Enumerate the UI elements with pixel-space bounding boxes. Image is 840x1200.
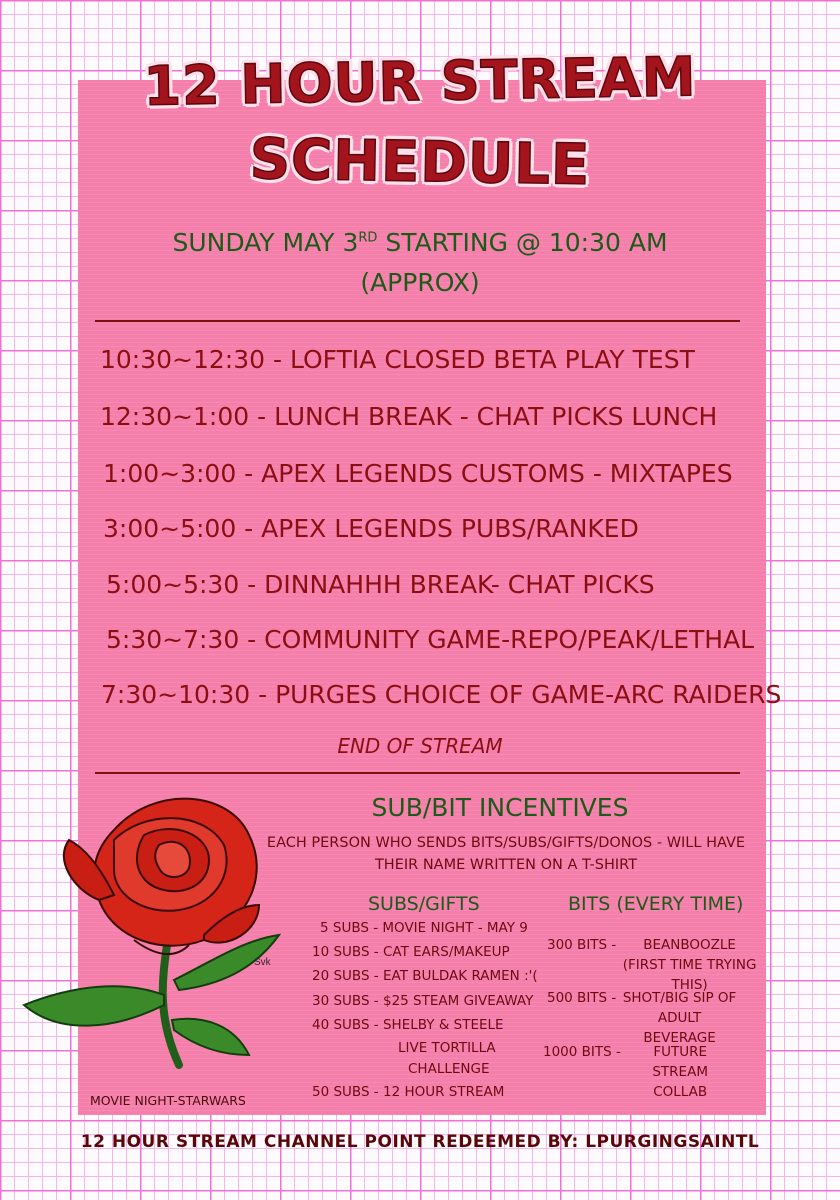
bit-count: 1000 BITS - <box>543 1044 621 1060</box>
date-approx: (APPROX) <box>360 268 480 297</box>
sub-reward-continued: LIVE TORTILLA <box>398 1040 496 1056</box>
bit-tier <box>543 1042 735 1102</box>
schedule-time: 5:30~7:30 <box>106 625 240 654</box>
divider-bottom <box>95 772 740 774</box>
schedule-row: 10:30~12:30 - LOFTIA CLOSED BETA PLAY TEST <box>100 345 695 374</box>
sub-tier: 5 SUBS - MOVIE NIGHT - MAY 9 <box>320 920 528 936</box>
rose-illustration <box>14 780 314 1080</box>
schedule-activity: DINNAHHH BREAK- CHAT PICKS <box>264 570 655 599</box>
bits-heading: BITS (EVERY TIME) <box>568 893 744 915</box>
schedule-time: 1:00~3:00 <box>103 459 237 488</box>
sub-reward: SHELBY & STEELE <box>382 1017 504 1033</box>
sub-tier: 30 SUBS - $25 STEAM GIVEAWAY <box>312 993 534 1009</box>
sub-reward: $25 STEAM GIVEAWAY <box>382 993 534 1009</box>
sub-count: 10 SUBS <box>312 944 370 960</box>
sub-count: 20 SUBS <box>312 968 370 984</box>
end-of-stream: END OF STREAM <box>337 734 503 758</box>
sub-reward: EAT BULDAK RAMEN :'( <box>382 968 538 984</box>
sub-count: 30 SUBS <box>312 993 370 1009</box>
date-line <box>0 228 840 257</box>
sub-tier: 50 SUBS - 12 HOUR STREAM <box>312 1084 505 1100</box>
schedule-activity: APEX LEGENDS PUBS/RANKED <box>261 514 639 543</box>
schedule-row: 7:30~10:30 - PURGES CHOICE OF GAME-ARC RAIDERS <box>101 680 782 709</box>
schedule-activity: COMMUNITY GAME-REPO/PEAK/LETHAL <box>264 625 755 654</box>
schedule-row: 3:00~5:00 - APEX LEGENDS PUBS/RANKED <box>103 514 639 543</box>
sub-reward: MOVIE NIGHT - MAY 9 <box>382 920 528 936</box>
sub-tier: 40 SUBS - SHELBY & STEELE <box>312 1017 504 1033</box>
schedule-time: 3:00~5:00 <box>103 514 237 543</box>
bit-tier <box>547 988 739 1048</box>
incentives-description: EACH PERSON WHO SENDS BITS/SUBS/GIFTS/DONOS - WILL HAVE THEIR NAME WRITTEN ON A T-SHIRT <box>266 835 746 873</box>
title-line-1: 12 HOUR STREAM <box>142 45 698 118</box>
title-line-2: SCHEDULE <box>249 127 591 198</box>
sub-count: 50 SUBS <box>312 1084 370 1100</box>
bit-count: 500 BITS - <box>547 990 617 1006</box>
subs-heading: SUBS/GIFTS <box>368 893 480 915</box>
bit-reward: BEANBOOZLE (FIRST TIME TRYING THIS) <box>622 937 757 993</box>
sub-count: 40 SUBS <box>312 1017 370 1033</box>
schedule-time: 10:30~12:30 <box>100 345 266 374</box>
sub-tier: 20 SUBS - EAT BULDAK RAMEN :'( <box>312 968 538 984</box>
divider-top <box>95 320 740 322</box>
schedule-activity: LUNCH BREAK - CHAT PICKS LUNCH <box>274 402 718 431</box>
schedule-time: 5:00~5:30 <box>106 570 240 599</box>
schedule-time: 12:30~1:00 <box>100 402 250 431</box>
movie-night-note: MOVIE NIGHT-STARWARS <box>90 1093 246 1108</box>
date-main: SUNDAY MAY 3 <box>172 228 359 257</box>
sub-tier: 10 SUBS - CAT EARS/MAKEUP <box>312 944 510 960</box>
schedule-time: 7:30~10:30 <box>101 680 251 709</box>
footer-redeemed-by: 12 HOUR STREAM CHANNEL POINT REDEEMED BY: LPURGINGSAINTL <box>80 1132 760 1152</box>
schedule-row: 1:00~3:00 - APEX LEGENDS CUSTOMS - MIXTAPES <box>103 459 733 488</box>
schedule-activity: LOFTIA CLOSED BETA PLAY TEST <box>289 345 695 374</box>
schedule-row: 5:30~7:30 - COMMUNITY GAME-REPO/PEAK/LETHAL <box>106 625 755 654</box>
bit-reward: SHOT/BIG SIP OF ADULT BEVERAGE <box>622 990 737 1046</box>
schedule-activity: APEX LEGENDS CUSTOMS - MIXTAPES <box>261 459 733 488</box>
bit-tier <box>547 935 759 995</box>
sub-reward: 12 HOUR STREAM <box>382 1084 505 1100</box>
schedule-row: 12:30~1:00 - LUNCH BREAK - CHAT PICKS LUNCH <box>100 402 718 431</box>
date-rest: STARTING @ 10:30 AM <box>377 228 668 257</box>
date-suffix: RD <box>358 230 378 246</box>
incentives-title: SUB/BIT INCENTIVES <box>371 793 629 822</box>
schedule-row: 5:00~5:30 - DINNAHHH BREAK- CHAT PICKS <box>106 570 655 599</box>
artist-signature: Svk <box>254 957 271 968</box>
bit-reward: FUTURE STREAM COLLAB <box>652 1044 708 1100</box>
sub-count: 5 SUBS <box>320 920 369 936</box>
schedule-activity: PURGES CHOICE OF GAME-ARC RAIDERS <box>275 680 782 709</box>
sub-reward: CAT EARS/MAKEUP <box>382 944 510 960</box>
sub-reward-continued: CHALLENGE <box>408 1061 490 1077</box>
bit-count: 300 BITS - <box>547 937 617 953</box>
